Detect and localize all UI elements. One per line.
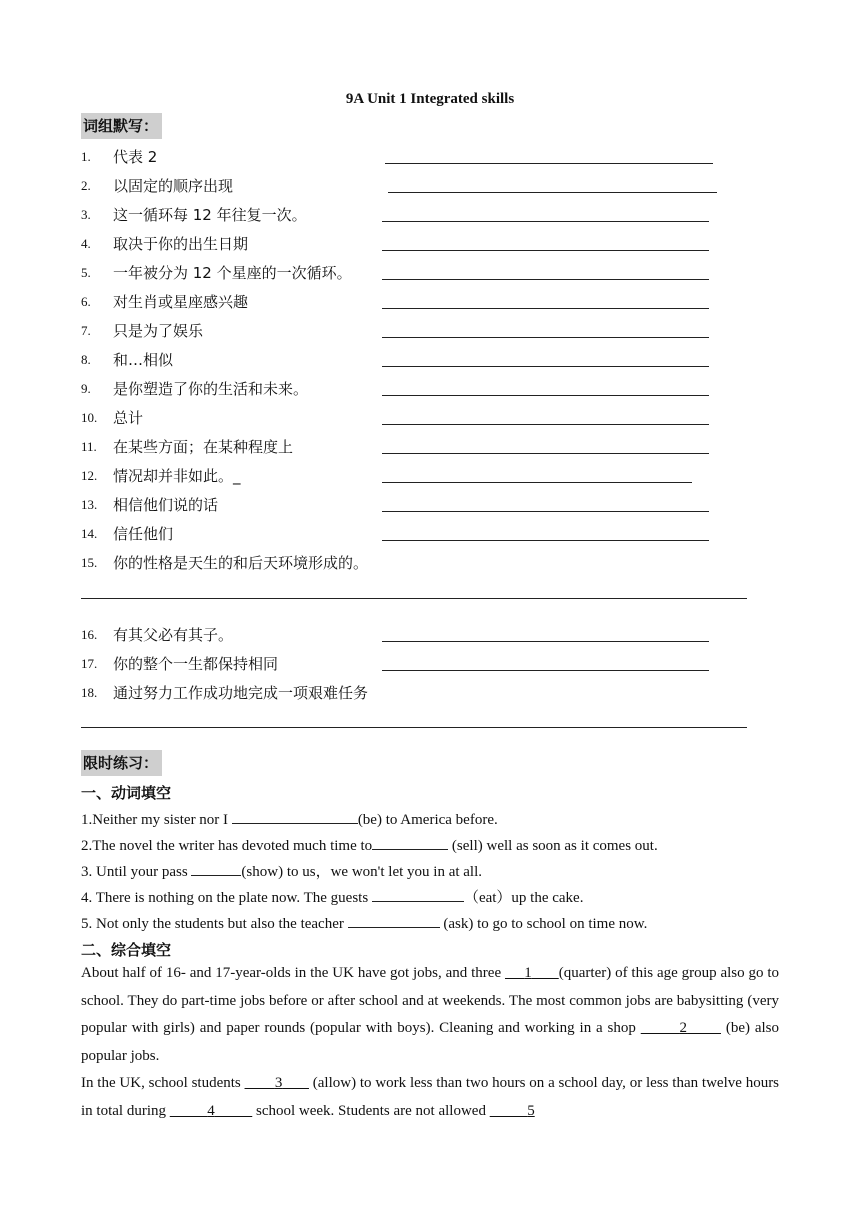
item-number: 14. — [81, 526, 98, 541]
item-number: 11. — [81, 439, 97, 454]
item-number: 6. — [81, 294, 91, 309]
question-text: 5. Not only the students but also the teacher — [81, 916, 348, 932]
item-number: 7. — [81, 323, 91, 338]
item-prompt: 对生肖或星座感兴趣 — [113, 293, 249, 311]
cloze-paragraph — [81, 960, 779, 1070]
paragraph-text: In the UK, school students — [81, 1075, 245, 1091]
item-prompt: 通过努力工作成功地完成一项艰难任务 — [113, 684, 369, 702]
item-prompt: 以固定的顺序出现 — [113, 177, 234, 195]
cloze-paragraph — [81, 1070, 779, 1125]
answer-blank[interactable] — [372, 834, 448, 850]
item-number: 18. — [81, 685, 98, 700]
item-prompt: 你的整个一生都保持相同 — [113, 655, 279, 673]
question-text: (show) to us，we won't let you in at all. — [241, 864, 483, 880]
question-line — [81, 860, 482, 881]
item-prompt: 信任他们 — [113, 525, 174, 543]
item-prompt: 只是为了娱乐 — [113, 322, 204, 340]
answer-line[interactable] — [382, 308, 709, 309]
answer-blank[interactable] — [348, 912, 440, 928]
answer-line[interactable] — [382, 540, 709, 541]
item-prompt: 这一循环每 12 年往复一次。 — [113, 206, 307, 224]
answer-line[interactable] — [382, 641, 709, 642]
cloze-blank-2[interactable] — [641, 1020, 721, 1036]
item-number: 5. — [81, 265, 91, 280]
question-line — [81, 808, 498, 829]
question-text: 2.The novel the writer has devoted much time to — [81, 838, 373, 854]
answer-line[interactable] — [382, 366, 709, 367]
answer-line[interactable] — [385, 163, 713, 164]
item-prompt: 一年被分为 12 个星座的一次循环。 — [113, 264, 352, 282]
answer-blank[interactable] — [191, 860, 241, 876]
question-text: 3. Until your pass — [81, 864, 192, 880]
item-number: 8. — [81, 352, 91, 367]
item-number: 1. — [81, 149, 91, 164]
blank-number: 4 — [207, 1102, 215, 1119]
item-prompt: 代表 2 — [113, 148, 158, 166]
blank-number: 5 — [527, 1102, 535, 1119]
cloze-blank-3[interactable] — [245, 1075, 309, 1091]
page-title: 9A Unit 1 Integrated skills — [345, 91, 515, 107]
answer-blank[interactable] — [232, 808, 358, 824]
cloze-blank-5[interactable] — [490, 1103, 535, 1119]
answer-line[interactable] — [81, 598, 747, 599]
item-prompt: 相信他们说的话 — [113, 496, 219, 514]
answer-line[interactable] — [382, 453, 709, 454]
question-text: 4. There is nothing on the plate now. The guests — [81, 890, 372, 906]
question-text: (ask) to go to school on time now. — [439, 916, 648, 932]
item-prompt: 取决于你的出生日期 — [113, 235, 249, 253]
question-text: 1.Neither my sister nor I — [81, 812, 232, 828]
answer-line[interactable] — [382, 424, 709, 425]
paragraph-text: (allow) to work less than two hours on a school day, or less than twelve hours in total during — [81, 1075, 780, 1119]
blank-number: 1 — [524, 965, 532, 981]
item-number: 13. — [81, 497, 98, 512]
item-number: 17. — [81, 656, 98, 671]
item-number: 12. — [81, 468, 98, 483]
item-number: 2. — [81, 178, 91, 193]
item-number: 16. — [81, 627, 98, 642]
paragraph-text: school week. Students are not allowed — [252, 1102, 490, 1119]
answer-line[interactable] — [382, 670, 709, 671]
part-title-cloze: 二、综合填空 — [81, 941, 172, 959]
answer-line[interactable] — [81, 727, 747, 728]
answer-line[interactable] — [382, 395, 709, 396]
answer-blank[interactable] — [372, 886, 464, 902]
question-text: （eat）up the cake. — [463, 890, 584, 906]
item-prompt: 你的性格是天生的和后天环境形成的。 — [113, 554, 369, 572]
item-number: 9. — [81, 381, 91, 396]
item-number: 15. — [81, 555, 98, 570]
item-prompt: 是你塑造了你的生活和未来。 — [113, 380, 309, 398]
question-text: (sell) well as soon as it comes out. — [448, 838, 658, 854]
item-number: 10. — [81, 410, 98, 425]
answer-line[interactable] — [382, 250, 709, 251]
cloze-blank-1[interactable] — [505, 965, 559, 981]
answer-line[interactable] — [382, 221, 709, 222]
item-prompt: 有其父必有其子。 — [113, 626, 234, 644]
cloze-blank-4[interactable] — [170, 1103, 253, 1119]
blank-number: 3 — [274, 1075, 283, 1091]
question-line — [81, 912, 647, 933]
section-heading-phrase-dictation: 词组默写： — [81, 113, 162, 139]
answer-line[interactable] — [382, 279, 709, 280]
item-prompt: 和…相似 — [113, 351, 174, 369]
paragraph-text: (quarter) of this age group also go to school. They do part-time jobs before or after school and at weekends. The most common jobs are babysitting (very popular with girls) and paper rounds (popular with boys). Cleaning and working in a shop — [81, 965, 780, 1036]
blank-number: 2 — [679, 1020, 688, 1036]
paragraph-text: (be) also popular jobs. — [81, 1020, 779, 1064]
part-title-verb-fill: 一、动词填空 — [81, 784, 172, 802]
answer-line[interactable] — [388, 192, 717, 193]
question-line — [81, 834, 658, 855]
section-heading-timed-practice: 限时练习： — [81, 750, 162, 776]
answer-line[interactable] — [382, 482, 692, 483]
item-number: 4. — [81, 236, 91, 251]
paragraph-text: About half of 16- and 17-year-olds in the UK have got jobs, and three — [81, 965, 505, 981]
question-text: (be) to America before. — [357, 812, 498, 828]
answer-line[interactable] — [382, 337, 709, 338]
question-line — [81, 886, 583, 907]
answer-line[interactable] — [382, 511, 709, 512]
item-number: 3. — [81, 207, 91, 222]
item-prompt: 情况却并非如此。_ — [113, 467, 241, 485]
item-prompt: 在某些方面；在某种程度上 — [113, 438, 294, 456]
item-prompt: 总计 — [113, 409, 144, 427]
